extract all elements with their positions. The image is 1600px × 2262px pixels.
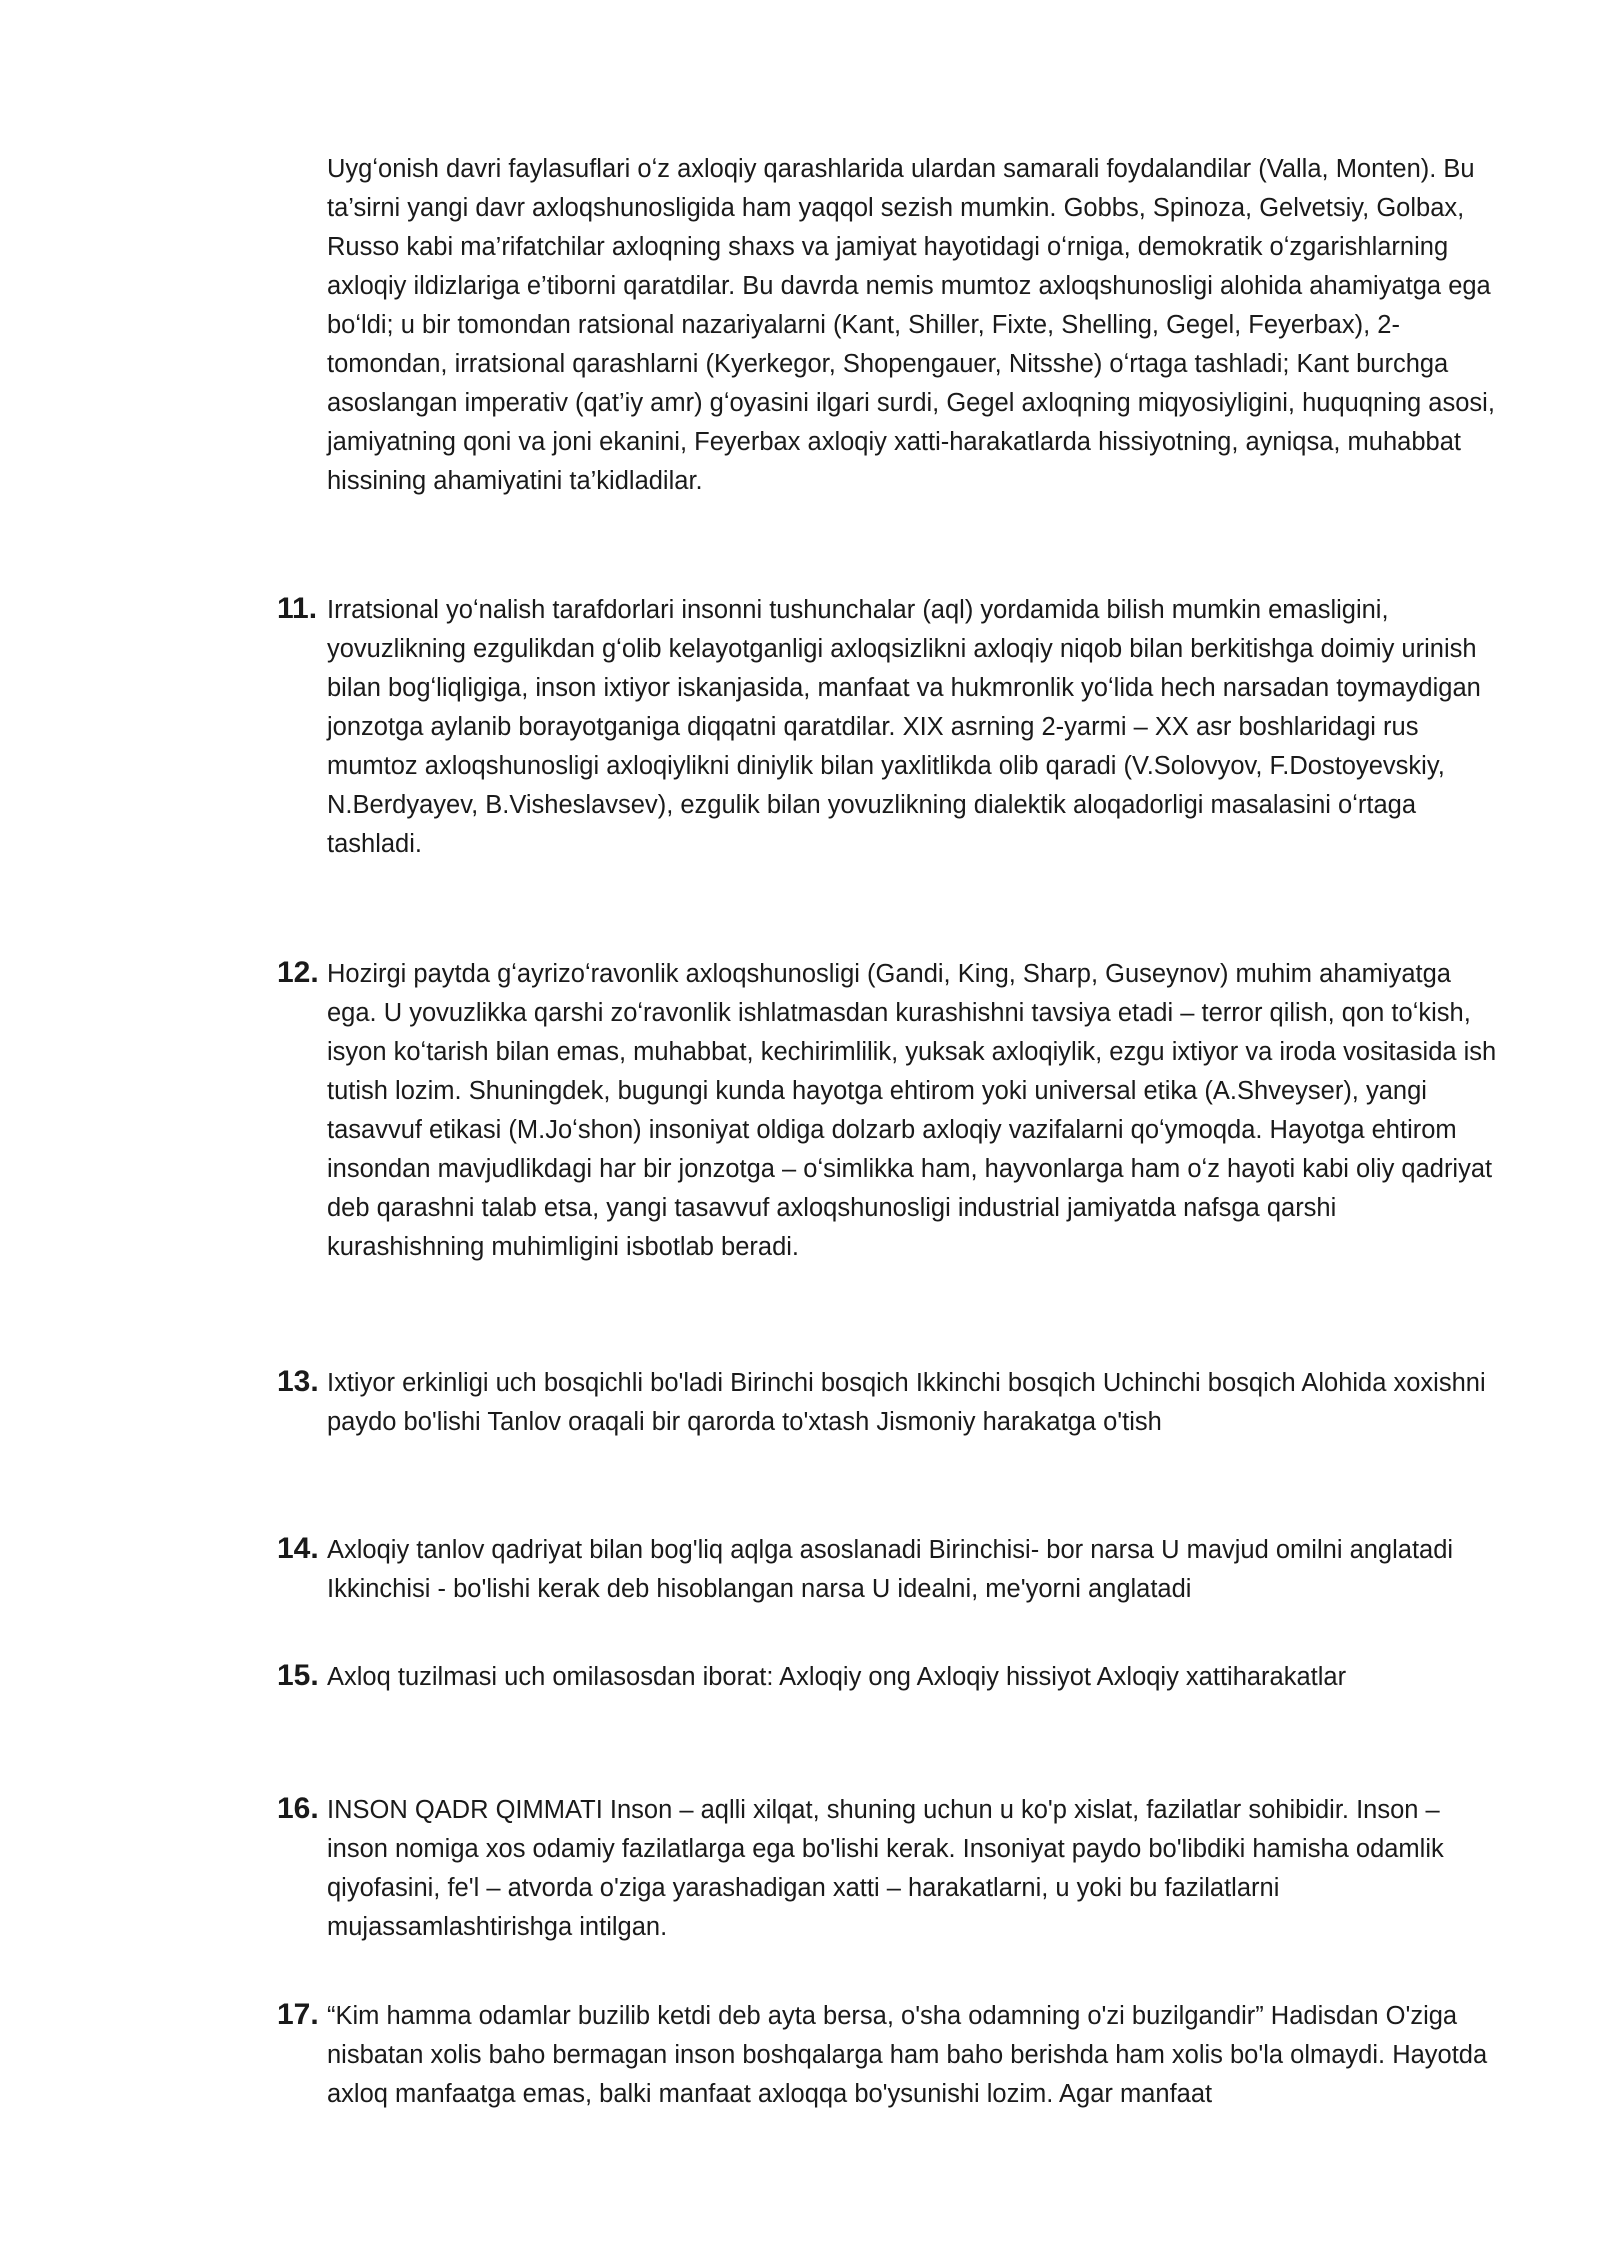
item-number: 16. (277, 1792, 319, 1825)
item-text: Axloqiy tanlov qadriyat bilan bog'liq aqlga asoslanadi Birinchisi- bor narsa U mavjud omilni anglatadi Ikkinchisi - bo'lishi kerak deb hisoblangan narsa U idealni, me'yorni anglatadi (327, 1536, 1454, 1603)
item-number: 14. (277, 1532, 319, 1565)
item-number: 11. (277, 592, 318, 625)
item-number: 12. (277, 956, 319, 989)
item-number: 15. (277, 1659, 319, 1692)
item-number: 17. (277, 1998, 319, 2031)
item-number: 13. (277, 1365, 319, 1398)
item-text: Irratsional yoʻnalish tarafdorlari insonni tushunchalar (aql) yordamida bilish mumkin emasligini, yovuzlikning ezgulikdan gʻolib kelayotganligi axloqsizlikni axloqiy niqob bilan berkitishga doimiy urinish bilan bogʻliqligiga, inson ixtiyor iskanjasida, manfaat va hukmronlik yoʻlida hech narsadan toymaydigan jonzotga aylanib borayotganiga diqqatni qaratdilar. XIX asrning 2-yarmi – XX asr boshlaridagi rus mumtoz axloqshunosligi axloqiylikni diniylik bilan yaxlitlikda olib qaradi (V.Solovyov, F.Dostoyevskiy, N.Berdyayev, B.Visheslavsev), ezgulik bilan yovuzlikning dialektik aloqadorligi masalasini oʻrtaga tashladi. (327, 596, 1481, 858)
item-text: “Kim hamma odamlar buzilib ketdi deb ayta bersa, o'sha odamning o'zi buzilgandir” Hadisdan O'ziga nisbatan xolis baho bermagan inson boshqalarga ham baho berishda ham xolis bo'la olmaydi. Hayotda axloq manfaatga emas, balki manfaat axloqqa bo'ysunishi lozim. Agar manfaat (327, 2002, 1488, 2108)
item-text: Ixtiyor erkinligi uch bosqichli bo'ladi Birinchi bosqich Ikkinchi bosqich Uchinchi bosqich Alohida xoxishni paydo bo'lishi Tanlov oraqali bir qarorda to'xtash Jismoniy harakatga o'tish (327, 1369, 1486, 1436)
intro-paragraph: Uygʻonish davri faylasuflari oʻz axloqiy qarashlarida ulardan samarali foydalandilar (Valla, Monten). Bu ta’sirni yangi davr axloqshunosligida ham yaqqol sezish mumkin. Gobbs, Spinoza, Gelvetsiy, Golbax, Russo kabi ma’rifatchilar axloqning shaxs va jamiyat hayotidagi oʻrniga, demokratik oʻzgarishlarning axloqiy ildizlariga e’tiborni qaratdilar. Bu davrda nemis mumtoz axloqshunosligi alohida ahamiyatga ega boʻldi; u bir tomondan ratsional nazariyalarni (Kant, Shiller, Fixte, Shelling, Gegel, Feyerbax), 2- tomondan, irratsional qarashlarni (Kyerkegor, Shopengauer, Nitsshe) oʻrtaga tashladi; Kant burchga asoslangan imperativ (qat’iy amr) gʻoyasini ilgari surdi, Gegel axloqning miqyosiyligini, huquqning asosi, jamiyatning qoni va joni ekanini, Feyerbax axloqiy xatti-harakatlarda hissiyotning, ayniqsa, muhabbat hissining ahamiyatini ta’kidladilar. (327, 155, 1495, 495)
item-text: INSON QADR QIMMATI Inson – aqlli xilqat, shuning uchun u ko'p xislat, fazilatlar sohibidir. Inson – inson nomiga xos odamiy fazilatlarga ega bo'lishi kerak. Insoniyat paydo bo'libdiki hamisha odamlik qiyofasini, fe'l – atvorda o'ziga yarashadigan xatti – harakatlarni, u yoki bu fazilatlarni mujassamlashtirishga intilgan. (327, 1796, 1444, 1941)
item-text: Axloq tuzilmasi uch omilasosdan iborat: Axloqiy ong Axloqiy hissiyot Axloqiy xattiharakatlar (327, 1663, 1347, 1691)
item-text: Hozirgi paytda gʻayrizoʻravonlik axloqshunosligi (Gandi, King, Sharp, Guseynov) muhim ahamiyatga ega. U yovuzlikka qarshi zoʻravonlik ishlatmasdan kurashishni tavsiya etadi – terror qilish, qon toʻkish, isyon koʻtarish bilan emas, muhabbat, kechirimlilik, yuksak axloqiylik, ezgu ixtiyor va iroda vositasida ish tutish lozim. Shuningdek, bugungi kunda hayotga ehtirom yoki universal etika (A.Shveyser), yangi tasavvuf etikasi (M.Joʻshon) insoniyat oldiga dolzarb axloqiy vazifalarni qoʻymoqda. Hayotga ehtirom insondan mavjudlikdagi har bir jonzotga – oʻsimlikka ham, hayvonlarga ham oʻz hayoti kabi oliy qadriyat deb qarashni talab etsa, yangi tasavvuf axloqshunosligi industrial jamiyatda nafsga qarshi kurashishning muhimligini isbotlab beradi. (327, 960, 1497, 1261)
